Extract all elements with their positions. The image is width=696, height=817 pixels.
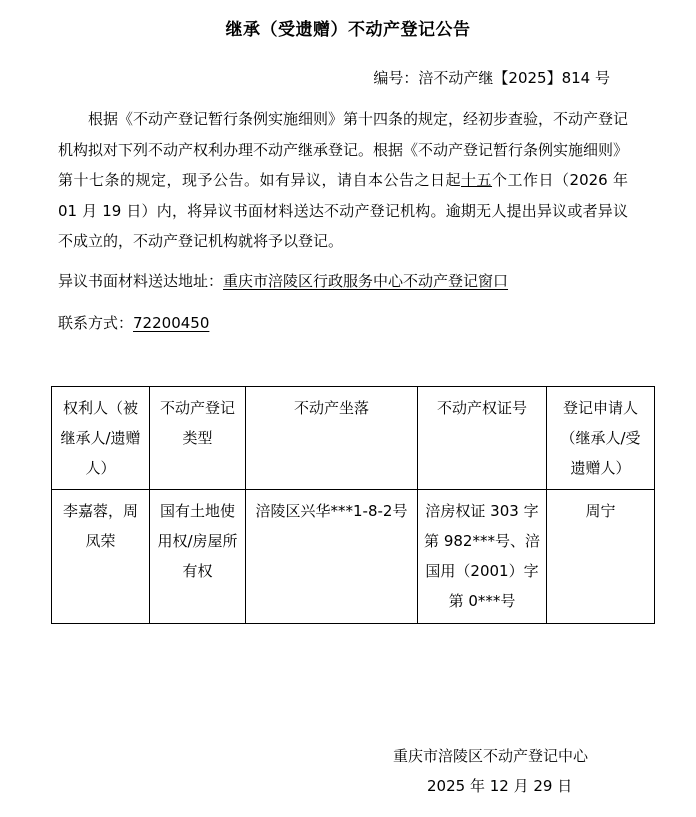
cell-applicant: 周宁 (547, 490, 655, 624)
announcement-body (58, 104, 628, 257)
document-number (373, 68, 610, 88)
column-header-certificate-number: 不动产权证号 (418, 387, 547, 490)
objection-address (58, 270, 508, 292)
cell-location: 涪陵区兴华***1-8-2号 (246, 490, 418, 624)
contact-label: 联系方式： (58, 314, 134, 332)
table-row (52, 490, 655, 624)
table-header-row (52, 387, 655, 490)
contact-info (58, 312, 209, 334)
body-text-part2: 个工作日（2026 年 01 月 19 日）内，将异议书面材料送达不动产登记机构。逾期无人提出异议或者异议不成立的，不动产登记机构就将予以登记。 (58, 171, 628, 250)
document-number-label: 编号： (373, 69, 419, 87)
issuing-organization: 重庆市涪陵区不动产登记中心 (393, 747, 589, 765)
cell-registration-type: 国有土地使用权/房屋所有权 (150, 490, 246, 624)
contact-phone: 72200450 (133, 314, 210, 332)
column-header-rights-holder: 权利人（被继承人/遗赠人） (52, 387, 150, 490)
column-header-registration-type: 不动产登记类型 (150, 387, 246, 490)
address-value: 重庆市涪陵区行政服务中心不动产登记窗口 (223, 272, 509, 290)
address-label: 异议书面材料送达地址： (58, 272, 224, 290)
page-title: 继承（受遗赠）不动产登记公告 (225, 20, 471, 40)
document-number-value: 涪不动产继【2025】814 号 (418, 69, 610, 87)
issue-date: 2025 年 12 月 29 日 (427, 777, 573, 795)
column-header-location: 不动产坐落 (246, 387, 418, 490)
property-table (51, 386, 655, 624)
cell-rights-holder: 李嘉蓉，周凤荣 (52, 490, 150, 624)
objection-period-days: 十五 (461, 171, 493, 189)
column-header-applicant: 登记申请人（继承人/受遗赠人） (547, 387, 655, 490)
cell-certificate-number: 涪房权证 303 字第 982***号、涪国用（2001）字第 0***号 (418, 490, 547, 624)
body-text-part1: 根据《不动产登记暂行条例实施细则》第十四条的规定，经初步查验，不动产登记机构拟对下列不动产权利办理不动产继承登记。根据《不动产登记暂行条例实施细则》第十七条的规定，现予公告。如有异议，请自本公告之日起 (58, 110, 629, 189)
